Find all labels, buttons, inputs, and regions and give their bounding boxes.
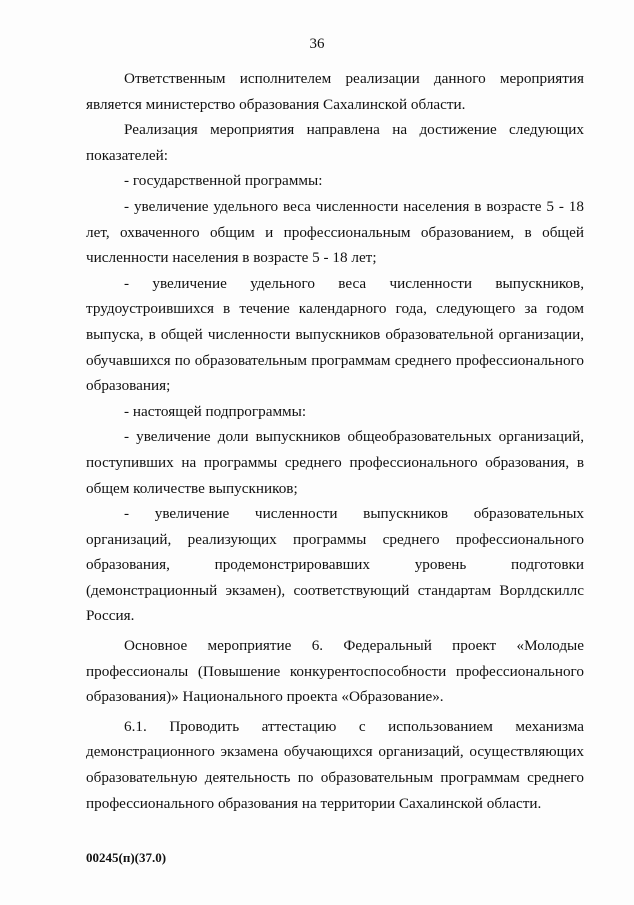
paragraph-main-activity-6: Основное мероприятие 6. Федеральный проект «Молодые профессионалы (Повышение конкурентоспособности профессионального образования)» Национального проекта «Образование».	[86, 637, 584, 706]
document-body	[86, 66, 584, 816]
paragraph-indicators-intro: Реализация мероприятия направлена на достижение следующих показателей:	[86, 121, 584, 164]
paragraph-indicator-graduate-admission: - увеличение доли выпускников общеобразовательных организаций, поступивших на программы среднего профессионального образования, в общем количестве выпускников;	[86, 428, 584, 497]
page-number: 36	[309, 36, 325, 52]
paragraph-state-program-heading: - государственной программы:	[124, 172, 323, 190]
paragraph-indicator-population-coverage: - увеличение удельного веса численности населения в возрасте 5 - 18 лет, охваченного общим и профессиональным образованием, в общей численности населения в возрасте 5 - 18 лет;	[86, 197, 584, 267]
paragraph-subprogram-heading: - настоящей подпрограммы:	[124, 402, 307, 420]
document-footer-code: 00245(п)(37.0)	[86, 850, 167, 865]
paragraph-activity-6-1: 6.1. Проводить аттестацию с использованием механизма демонстрационного экзамена обучающихся организаций, осуществляющих образовательную деятельность по образовательным программам среднего профессионального образования на территории Сахалинской области.	[86, 717, 584, 812]
paragraph-responsible-executor: Ответственным исполнителем реализации данного мероприятия является министерство образования Сахалинской области.	[86, 70, 584, 113]
paragraph-indicator-worldskills: - увеличение численности выпускников образовательных организаций, реализующих программы среднего профессионального образования, продемонстрировавших уровень подготовки (демонстрационный экзамен), соответствующий стандартам Ворлдскиллс Россия.	[86, 505, 584, 625]
paragraph-indicator-graduate-employment: - увеличение удельного веса численности выпускников, трудоустроившихся в течение календарного года, следующего за годом выпуска, в общей численности выпускников образовательной организации, обучавшихся по образовательным программам среднего профессионального образования;	[86, 274, 584, 395]
